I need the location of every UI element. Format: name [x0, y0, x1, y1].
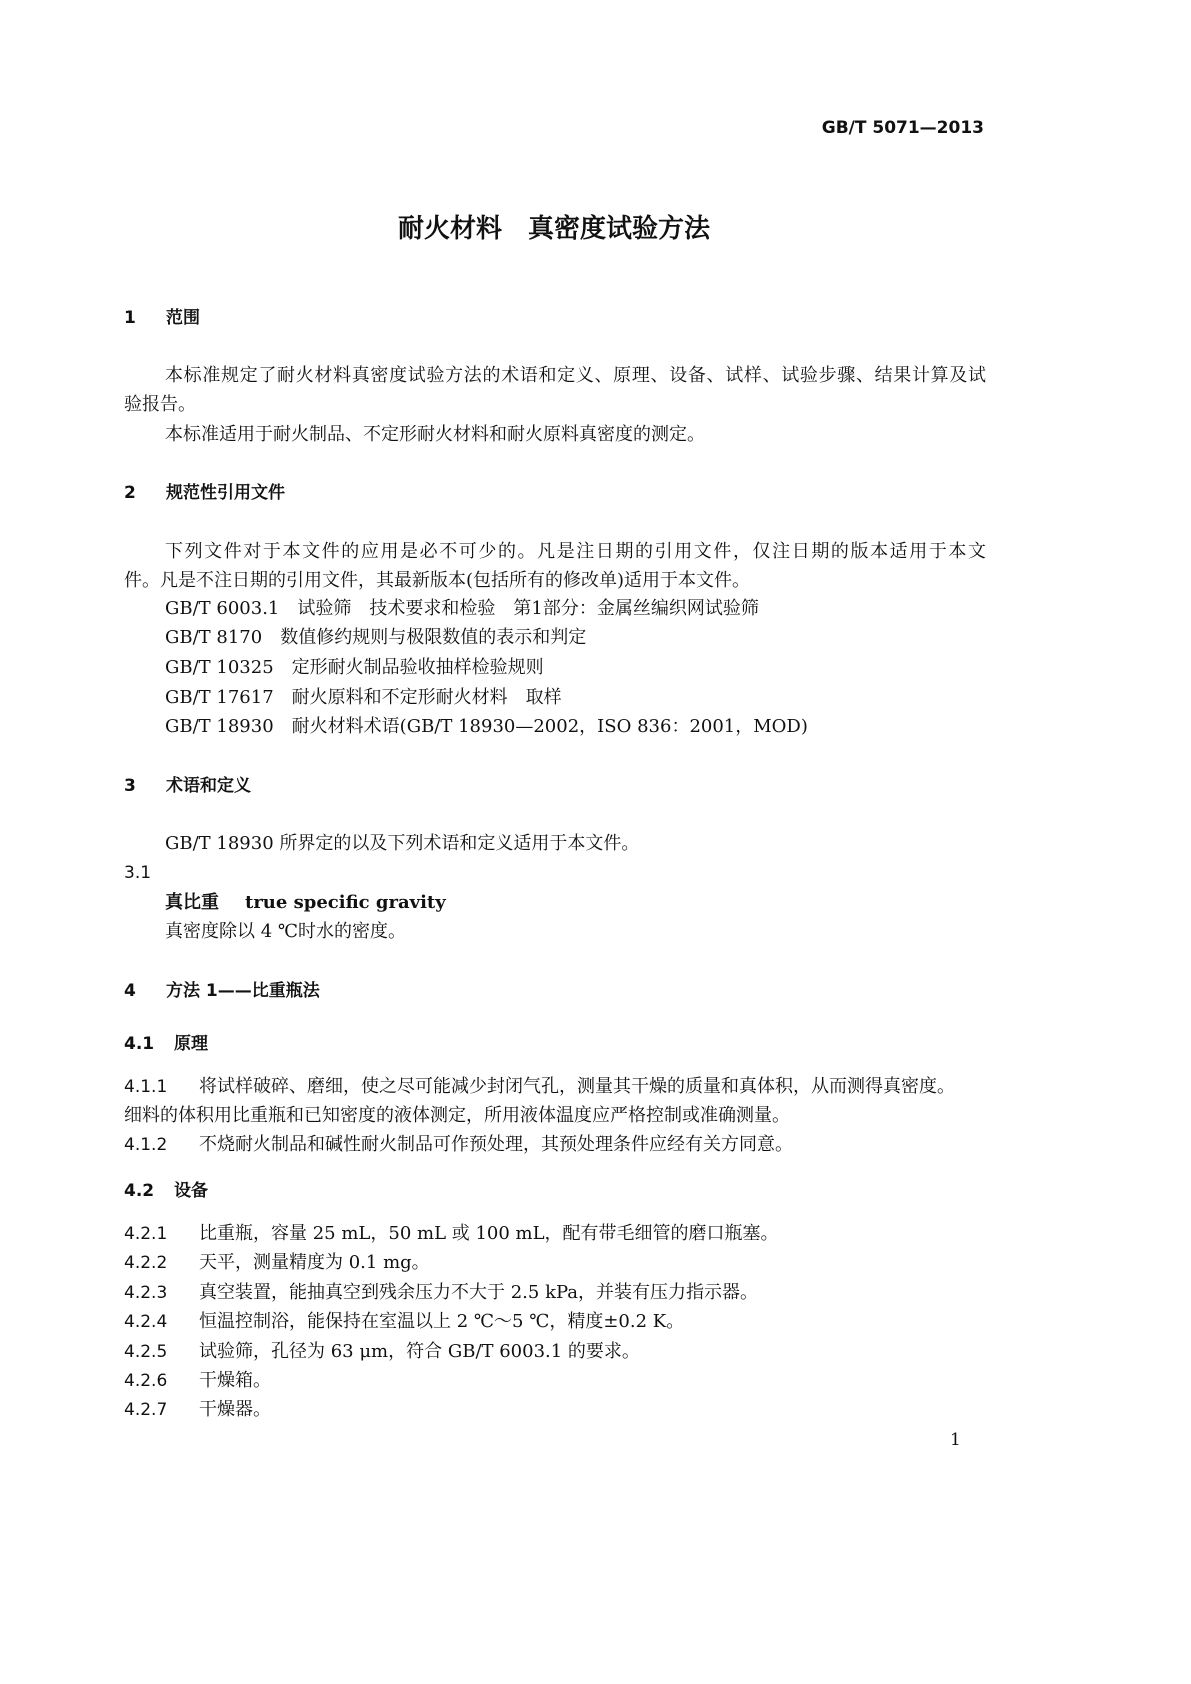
- clause-4-2-1: 4.2.1 比重瓶，容量 25 mL，50 mL 或 100 mL，配有带毛细管的磨口瓶塞。: [124, 1223, 779, 1244]
- subsection-4-2-heading: 4.2 设备: [124, 1181, 208, 1201]
- term-number: 3.1: [124, 863, 152, 883]
- paragraph-line: 本标准规定了耐火材料真密度试验方法的术语和定义、原理、设备、试样、试验步骤、结果计算及试: [165, 365, 986, 386]
- paragraph-line: 下列文件对于本文件的应用是必不可少的。凡是注日期的引用文件，仅注日期的版本适用于本文: [165, 541, 986, 562]
- clause-4-2-7: 4.2.7 干燥器。: [124, 1399, 271, 1420]
- term-definition: 真密度除以 4 ℃时水的密度。: [165, 921, 407, 942]
- section-number: 2: [124, 483, 136, 503]
- clause-4-2-3: 4.2.3 真空装置，能抽真空到残余压力不大于 2.5 kPa，并装有压力指示器。: [124, 1282, 759, 1303]
- page-number: 1: [950, 1430, 961, 1450]
- clause-4-2-5: 4.2.5 试验筛，孔径为 63 μm，符合 GB/T 6003.1 的要求。: [124, 1341, 640, 1362]
- standard-number: GB/T 5071—2013: [821, 118, 984, 138]
- section-2-heading: [124, 481, 285, 505]
- reference-item: GB/T 8170 数值修约规则与极限数值的表示和判定: [165, 627, 587, 648]
- section-4-heading: [124, 979, 320, 1003]
- section-number: 1: [124, 308, 136, 328]
- section-number: 3: [124, 776, 136, 796]
- clause-4-2-4: 4.2.4 恒温控制浴，能保持在室温以上 2 ℃～5 ℃，精度±0.2 K。: [124, 1311, 685, 1332]
- section-number: 4: [124, 981, 136, 1001]
- document-title: 耐火材料 真密度试验方法: [397, 214, 710, 244]
- clause-4-1-2: 4.1.2 不烧耐火制品和碱性耐火制品可作预处理，其预处理条件应经有关方同意。: [124, 1134, 793, 1155]
- reference-item: GB/T 17617 耐火原料和不定形耐火材料 取样: [165, 687, 562, 708]
- paragraph-line: 验报告。: [124, 394, 196, 415]
- paragraph: 本标准适用于耐火制品、不定形耐火材料和耐火原料真密度的测定。: [165, 424, 705, 445]
- paragraph-line: 件。凡是不注日期的引用文件，其最新版本(包括所有的修改单)适用于本文件。: [124, 570, 751, 591]
- clause-4-2-6: 4.2.6 干燥箱。: [124, 1370, 271, 1391]
- term-heading: 真比重 true specific gravity: [165, 892, 446, 913]
- reference-item: GB/T 10325 定形耐火制品验收抽样检验规则: [165, 657, 544, 678]
- clause-4-2-2: 4.2.2 天平，测量精度为 0.1 mg。: [124, 1252, 430, 1273]
- clause-4-1-1-continued: 细料的体积用比重瓶和已知密度的液体测定，所用液体温度应严格控制或准确测量。: [124, 1105, 790, 1126]
- section-title: 范围: [166, 308, 200, 328]
- section-3-heading: [124, 774, 251, 798]
- section-title: 规范性引用文件: [166, 483, 285, 503]
- reference-item: GB/T 6003.1 试验筛 技术要求和检验 第1部分：金属丝编织网试验筛: [165, 598, 759, 619]
- subsection-4-1-heading: 4.1 原理: [124, 1034, 208, 1054]
- section-title: 方法 1——比重瓶法: [166, 981, 320, 1001]
- paragraph: GB/T 18930 所界定的以及下列术语和定义适用于本文件。: [165, 833, 640, 854]
- clause-4-1-1: 4.1.1 将试样破碎、磨细，使之尽可能减少封闭气孔，测量其干燥的质量和真体积，从而测得真密度。: [124, 1076, 955, 1097]
- section-title: 术语和定义: [166, 776, 251, 796]
- reference-item: GB/T 18930 耐火材料术语(GB/T 18930—2002，ISO 836：2001，MOD): [165, 716, 808, 737]
- section-1-heading: [124, 306, 200, 330]
